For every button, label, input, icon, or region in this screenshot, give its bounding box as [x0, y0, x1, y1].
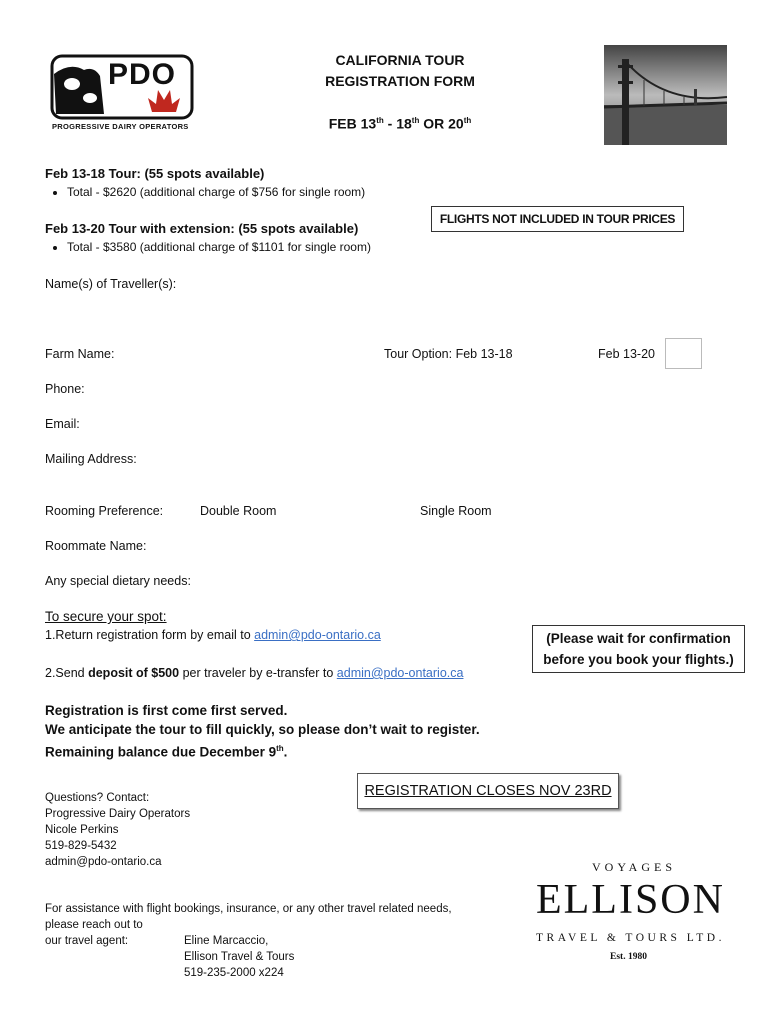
agent-phone: 519-235-2000 x224 — [184, 967, 284, 979]
dates-mid: - 18 — [383, 115, 412, 132]
tour-option-alt: Feb 13-20 — [598, 347, 655, 361]
ellison-tagline: TRAVEL & TOURS LTD. — [536, 932, 725, 944]
dates-sup3: th — [463, 116, 472, 125]
email-label: Email: — [45, 417, 80, 431]
contact-block — [45, 790, 190, 870]
tour2-heading: Feb 13-20 Tour with extension: (55 spots available) — [45, 221, 359, 236]
note-line3-text: Remaining balance due December 9 — [45, 744, 277, 760]
contact-name: Nicole Perkins — [45, 824, 119, 836]
dietary-label: Any special dietary needs: — [45, 574, 191, 588]
note-line3-post: . — [283, 744, 288, 760]
agent-intro-line3: our travel agent: — [45, 935, 129, 947]
title-line-1: CALIFORNIA TOUR — [335, 52, 465, 68]
agent-details — [184, 933, 294, 981]
dates-feb: FEB 13 — [328, 115, 377, 132]
tour-option-checkbox[interactable] — [665, 338, 702, 369]
step1 — [45, 627, 381, 643]
contact-heading: Questions? Contact: — [45, 792, 150, 804]
agent-intro-line2: please reach out to — [45, 919, 143, 931]
form-title — [300, 50, 500, 92]
tour2-list — [45, 240, 371, 256]
dates-or: OR 20 — [419, 115, 464, 132]
farm-name-label: Farm Name: — [45, 347, 115, 361]
title-line-2: REGISTRATION FORM — [325, 73, 475, 89]
wait-note-line2: before you book your flights.) — [543, 652, 734, 667]
step1-text: 1.Return registration form by email to — [45, 628, 255, 642]
step1-email-link[interactable]: admin@pdo-ontario.ca — [254, 628, 381, 642]
roommate-label: Roommate Name: — [45, 539, 147, 553]
step2-email-link[interactable]: admin@pdo-ontario.ca — [336, 666, 464, 680]
step2 — [45, 665, 463, 681]
travellers-label: Name(s) of Traveller(s): — [45, 277, 177, 291]
registration-closes-text: REGISTRATION CLOSES NOV 23RD — [364, 783, 612, 799]
bridge-image — [604, 45, 727, 145]
dates-sup2: th — [411, 116, 420, 125]
step2-deposit: deposit of $500 — [88, 666, 180, 680]
ellison-name: ELLISON — [536, 877, 725, 923]
note-line3-sup: th — [276, 744, 284, 753]
note-line1: Registration is first come first served. — [45, 703, 288, 718]
tour-option-label: Tour Option: Feb 13-18 — [384, 347, 513, 361]
ellison-voyages: VOYAGES — [592, 860, 677, 874]
step2-mid: per traveler by e-transfer to — [179, 666, 337, 680]
tour2-price: • Total - $3580 (additional charge of $1101 for single room) — [67, 240, 371, 256]
note-line3 — [45, 739, 480, 762]
phone-label: Phone: — [45, 382, 85, 396]
note-line2: We anticipate the tour to fill quickly, so please don’t wait to register. — [45, 722, 480, 737]
agent-company: Ellison Travel & Tours — [184, 951, 295, 963]
tour-dates — [290, 110, 510, 135]
golden-gate-photo — [604, 45, 727, 145]
pdo-logo — [50, 54, 198, 134]
wait-note — [532, 625, 745, 673]
pdo-logo-name: PROGRESSIVE DAIRY OPERATORS — [52, 122, 189, 131]
double-room-option: Double Room — [200, 504, 277, 518]
step2-pre: 2.Send — [45, 666, 89, 680]
ellison-est: Est. 1980 — [610, 952, 647, 962]
contact-phone: 519-829-5432 — [45, 840, 117, 852]
tour1-price: • Total - $2620 (additional charge of $756 for single room) — [67, 185, 365, 201]
wait-note-line1: (Please wait for confirmation — [546, 631, 731, 646]
agent-name: Eline Marcaccio, — [184, 935, 269, 947]
agent-intro-line1: For assistance with flight bookings, insurance, or any other travel related needs, — [45, 903, 452, 915]
tour1-heading: Feb 13-18 Tour: (55 spots available) — [45, 166, 265, 181]
dates-sup1: th — [376, 116, 384, 125]
registration-closes-box — [357, 773, 619, 809]
ellison-logo — [530, 858, 730, 968]
contact-org: Progressive Dairy Operators — [45, 808, 191, 820]
pdo-logo-abbr: PDO — [108, 58, 177, 91]
tour1-list — [45, 185, 365, 201]
flights-note: FLIGHTS NOT INCLUDED IN TOUR PRICES — [431, 206, 684, 232]
contact-email: admin@pdo-ontario.ca — [45, 856, 162, 868]
rooming-preference-label: Rooming Preference: — [45, 504, 164, 518]
secure-heading: To secure your spot: — [45, 609, 167, 624]
mailing-address-label: Mailing Address: — [45, 452, 137, 466]
single-room-option: Single Room — [420, 504, 492, 518]
registration-notes — [45, 701, 480, 762]
